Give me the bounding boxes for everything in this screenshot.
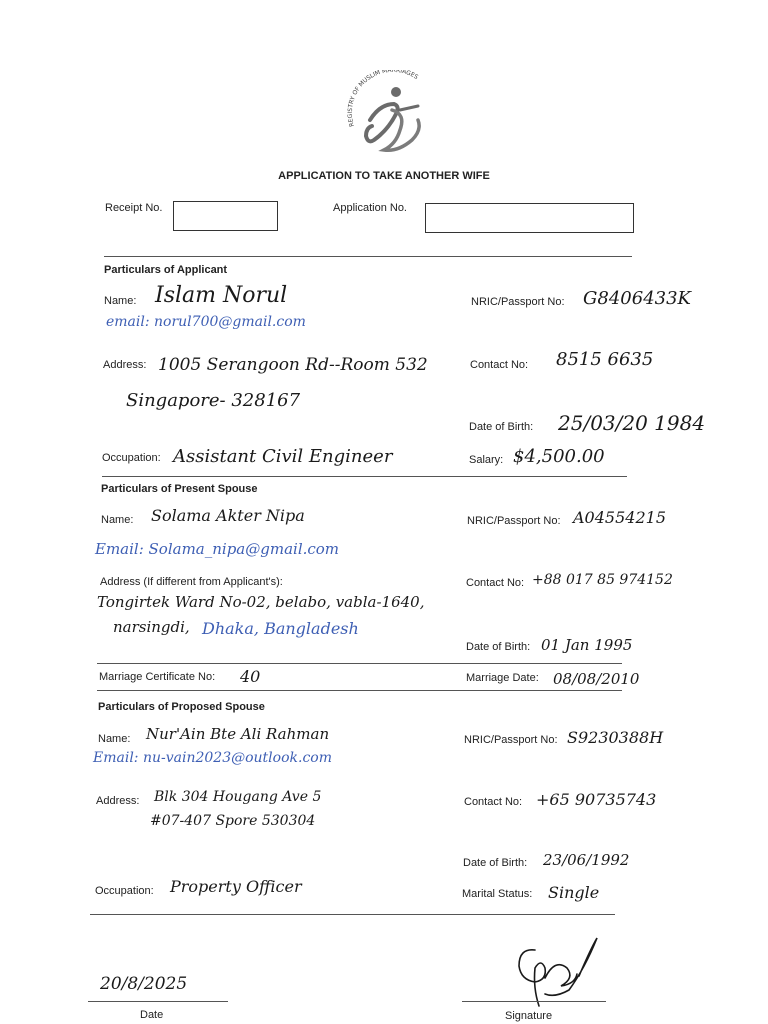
- present-spouse-address-label: Address (If different from Applicant's):: [100, 576, 283, 588]
- date-value: 20/8/2025: [100, 974, 188, 994]
- proposed-spouse-section-title: Particulars of Proposed Spouse: [98, 701, 265, 713]
- proposed-spouse-occupation-label: Occupation:: [95, 885, 154, 897]
- applicant-section-title: Particulars of Applicant: [104, 264, 228, 276]
- marriage-date-value: 08/08/2010: [553, 670, 640, 688]
- marriage-certificate-value: 40: [240, 667, 261, 686]
- application-label: Application No.: [333, 202, 407, 214]
- present-spouse-address-line2-part1: narsingdi,: [113, 618, 190, 636]
- present-spouse-dob-value: 01 Jan 1995: [541, 636, 633, 654]
- applicant-nric-label: NRIC/Passport No:: [471, 296, 565, 308]
- present-spouse-address-line1: Tongirtek Ward No-02, belabo, vabla-1640,: [97, 593, 425, 611]
- applicant-dob-label: Date of Birth:: [469, 421, 534, 433]
- marriage-certificate-label: Marriage Certificate No:: [99, 671, 216, 683]
- proposed-spouse-occupation-value: Property Officer: [170, 877, 302, 896]
- applicant-address-line2: Singapore- 328167: [126, 390, 301, 411]
- applicant-name-value: Islam Norul: [155, 283, 288, 308]
- applicant-dob-value: 25/03/20 1984: [558, 411, 706, 435]
- applicant-address-label: Address:: [103, 359, 147, 371]
- signature-label: Signature: [505, 1010, 553, 1022]
- divider: [104, 256, 632, 257]
- proposed-spouse-contact-value: +65 90735743: [536, 790, 657, 809]
- divider: [97, 690, 622, 691]
- applicant-email-value: email: norul700@gmail.com: [106, 314, 306, 330]
- applicant-contact-value: 8515 6635: [556, 349, 654, 370]
- receipt-label: Receipt No.: [105, 202, 163, 214]
- proposed-spouse-marital-value: Single: [548, 883, 600, 902]
- applicant-occupation-value: Assistant Civil Engineer: [173, 446, 393, 467]
- proposed-spouse-marital-label: Marital Status:: [462, 888, 533, 900]
- application-number-field[interactable]: [425, 203, 634, 233]
- present-spouse-name-label: Name:: [101, 514, 134, 526]
- proposed-spouse-nric-label: NRIC/Passport No:: [464, 734, 558, 746]
- marriage-date-label: Marriage Date:: [466, 672, 539, 684]
- form-title: APPLICATION TO TAKE ANOTHER WIFE: [278, 170, 490, 182]
- proposed-spouse-dob-label: Date of Birth:: [463, 857, 528, 869]
- applicant-name-label: Name:: [104, 295, 137, 307]
- receipt-number-field[interactable]: [173, 201, 278, 231]
- proposed-spouse-address-line1: Blk 304 Hougang Ave 5: [154, 789, 322, 805]
- signature-line: [462, 1001, 606, 1002]
- divider: [97, 663, 622, 664]
- present-spouse-nric-label: NRIC/Passport No:: [467, 515, 561, 527]
- proposed-spouse-nric-value: S9230388H: [567, 728, 664, 747]
- proposed-spouse-email-value: Email: nu-vain2023@outlook.com: [93, 750, 332, 766]
- proposed-spouse-address-label: Address:: [96, 795, 140, 807]
- proposed-spouse-contact-label: Contact No:: [464, 796, 523, 808]
- present-spouse-dob-label: Date of Birth:: [466, 641, 531, 653]
- proposed-spouse-name-value: Nur'Ain Bte Ali Rahman: [146, 725, 330, 743]
- applicant-occupation-label: Occupation:: [102, 452, 161, 464]
- divider: [102, 476, 627, 477]
- proposed-spouse-address-line2: #07-407 Spore 530304: [150, 813, 316, 829]
- proposed-spouse-dob-value: 23/06/1992: [543, 851, 630, 869]
- present-spouse-contact-value: +88 017 85 974152: [532, 572, 673, 588]
- applicant-salary-label: Salary:: [469, 454, 504, 466]
- registry-logo: [340, 70, 440, 160]
- applicant-address-line1: 1005 Serangoon Rd--Room 532: [158, 355, 428, 375]
- proposed-spouse-name-label: Name:: [98, 733, 131, 745]
- svg-text:REGISTRY OF MUSLIM MARRIAGES: [347, 70, 420, 127]
- present-spouse-nric-value: A04554215: [573, 508, 666, 527]
- present-spouse-name-value: Solama Akter Nipa: [151, 506, 305, 525]
- date-line: [88, 1001, 228, 1002]
- present-spouse-email-value: Email: Solama_nipa@gmail.com: [95, 540, 340, 558]
- present-spouse-address-line2-part2: Dhaka, Bangladesh: [202, 619, 359, 638]
- applicant-contact-label: Contact No:: [470, 359, 529, 371]
- present-spouse-contact-label: Contact No:: [466, 577, 525, 589]
- applicant-salary-value: $4,500.00: [513, 446, 605, 467]
- date-label: Date: [140, 1009, 164, 1021]
- registry-emblem-icon: [340, 70, 440, 160]
- applicant-nric-value: G8406433K: [583, 288, 691, 309]
- signature-drawing: [505, 928, 605, 1016]
- divider: [90, 914, 615, 915]
- logo-arc-text: REGISTRY OF MUSLIM MARRIAGES: [346, 70, 420, 128]
- present-spouse-section-title: Particulars of Present Spouse: [101, 483, 258, 495]
